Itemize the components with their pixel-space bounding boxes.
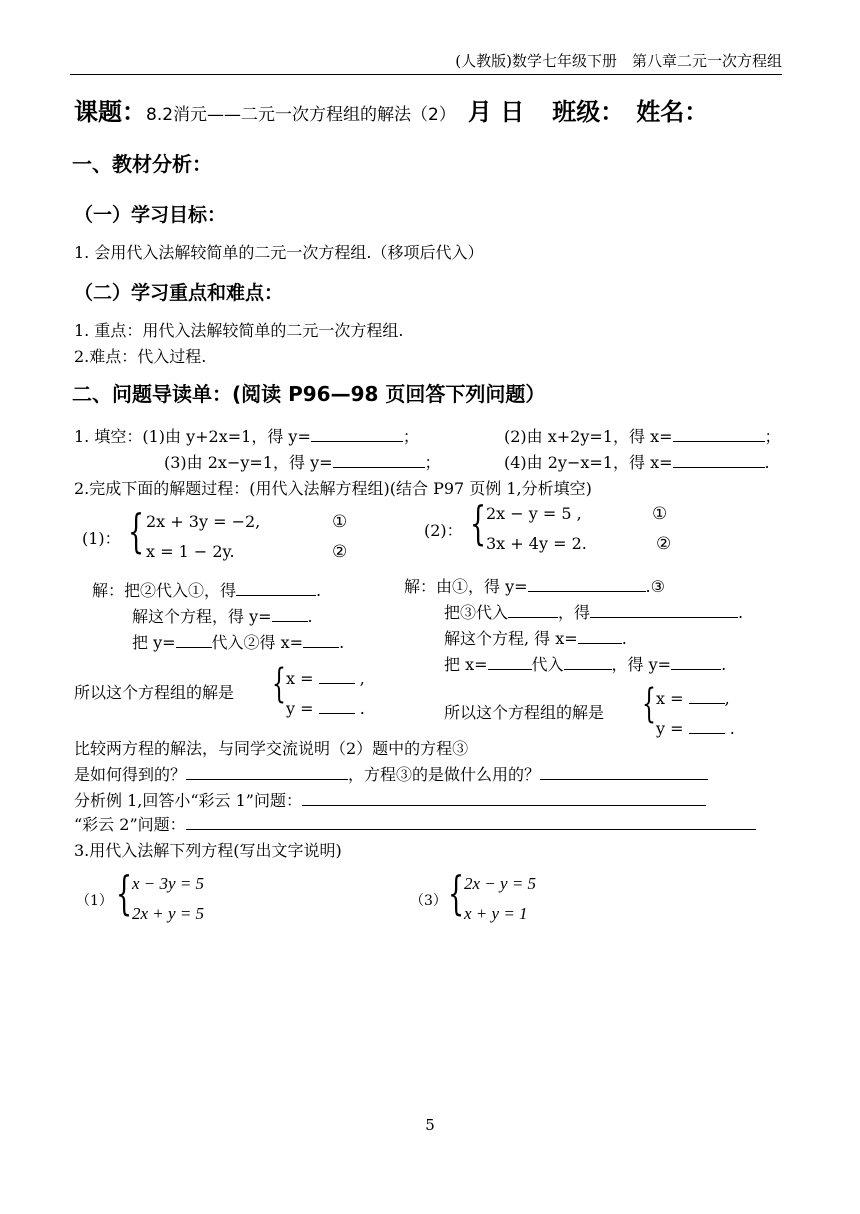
sys2-brace: { bbox=[470, 496, 487, 550]
s1-step2-text: 解这个方程，得 y= bbox=[132, 607, 272, 626]
s2-step3 bbox=[444, 626, 627, 649]
sys1-eq2: x = 1 − 2y. bbox=[146, 542, 235, 561]
s1-step3-blank-b[interactable] bbox=[303, 632, 339, 648]
q1-a-end: ； bbox=[402, 427, 419, 446]
s2-step3-end: . bbox=[621, 629, 627, 648]
p1-eq1: x − 3y = 5 bbox=[132, 874, 205, 893]
sys1-eq1: 2x + 3y = −2, bbox=[146, 512, 261, 531]
goals-heading: （一）学习目标： bbox=[74, 204, 227, 226]
p3-label: （3） bbox=[410, 893, 447, 909]
s2-step4-end: . bbox=[721, 655, 727, 674]
sys2-eq2: 3x + 4y = 2. bbox=[486, 534, 587, 553]
section-heading-1: 一、教材分析： bbox=[72, 152, 212, 176]
s1-step3-blank-a[interactable] bbox=[176, 632, 212, 648]
s2-step1-text: 解：由①，得 y= bbox=[404, 577, 528, 596]
s2-answer-label: 所以这个方程组的解是 bbox=[444, 703, 605, 722]
q1-b-line bbox=[504, 424, 781, 447]
s1-step3-text-a: 把 y= bbox=[132, 633, 176, 652]
q1-b-end: ； bbox=[764, 427, 781, 446]
s2-answer-y-blank[interactable] bbox=[689, 718, 725, 734]
title-label: 课题： bbox=[74, 98, 146, 126]
s1-step1-blank[interactable] bbox=[236, 580, 316, 596]
sys1-mark1: ① bbox=[332, 512, 348, 532]
q1-d-blank[interactable] bbox=[673, 452, 765, 468]
title-name: 姓名： bbox=[636, 98, 709, 126]
running-header: (人教版)数学七年级下册 第八章二元一次方程组 bbox=[455, 52, 782, 70]
sys2-mark2: ② bbox=[656, 534, 672, 554]
key-point-1: 1. 重点：用代入法解较简单的二元一次方程组. bbox=[74, 321, 404, 340]
key-heading: （二）学习重点和难点： bbox=[74, 282, 284, 304]
s2-step2-blank-b[interactable] bbox=[590, 602, 738, 618]
s1-answer-y-blank[interactable] bbox=[319, 698, 355, 714]
analyze-line-1 bbox=[74, 788, 706, 811]
s2-step4-text-a: 把 x= bbox=[444, 655, 488, 674]
s2-step2-text-b: ，得 bbox=[558, 603, 591, 622]
p3-eq1: 2x − y = 5 bbox=[464, 874, 537, 893]
s1-step3 bbox=[132, 630, 344, 653]
s2-step4-blank-b[interactable] bbox=[564, 654, 612, 670]
goal-1: 1. 会用代入法解较简单的二元一次方程组.（移项后代入） bbox=[74, 243, 484, 262]
q1-line-1 bbox=[74, 424, 419, 447]
q1-a: (1)由 y+2x=1，得 y= bbox=[142, 427, 311, 446]
s1-answer-x-blank[interactable] bbox=[319, 668, 355, 684]
sys2-mark1: ① bbox=[652, 504, 668, 524]
q1-a-blank[interactable] bbox=[311, 426, 403, 442]
section-heading-2: 二、问题导读单：(阅读 P96—98 页回答下列问题） bbox=[72, 382, 546, 406]
s1-step1-end: . bbox=[316, 581, 322, 600]
s2-step2-end: . bbox=[738, 603, 744, 622]
q1-d-line bbox=[504, 450, 770, 473]
p1-brace: { bbox=[116, 866, 133, 920]
q3-prompt: 3.用代入法解下列方程(写出文字说明) bbox=[74, 841, 342, 860]
s1-answer-y-end: . bbox=[354, 699, 365, 718]
s2-step1-blank[interactable] bbox=[528, 576, 646, 592]
s2-answer-y-text: y = bbox=[656, 719, 684, 738]
analyze-blank-2[interactable] bbox=[186, 814, 756, 830]
s1-answer-x-end: , bbox=[354, 669, 365, 688]
analyze-text-1: 分析例 1,回答小“彩云 1”问题： bbox=[74, 791, 302, 810]
s1-step2-end: . bbox=[307, 607, 313, 626]
s1-answer-x-text: x = bbox=[286, 669, 314, 688]
q1-b-blank[interactable] bbox=[673, 426, 765, 442]
s1-step1-text: 解：把②代入①，得 bbox=[92, 581, 237, 600]
sys2-eq1: 2x − y = 5 , bbox=[486, 504, 582, 523]
q1-b: (2)由 x+2y=1，得 x= bbox=[504, 427, 673, 446]
s2-step4 bbox=[444, 652, 726, 675]
s1-answer-y-text: y = bbox=[286, 699, 314, 718]
q1-c-line bbox=[164, 450, 441, 473]
s2-step2 bbox=[444, 600, 743, 623]
p3-brace: { bbox=[448, 866, 465, 920]
key-point-2: 2.难点：代入过程. bbox=[74, 347, 207, 366]
s2-step2-text-a: 把③代入 bbox=[444, 603, 509, 622]
s2-answer-y-end: . bbox=[724, 719, 735, 738]
s2-step4-blank-a[interactable] bbox=[488, 654, 532, 670]
s1-answer-x bbox=[286, 668, 365, 688]
s2-answer-x-end: , bbox=[724, 689, 730, 708]
compare-text-b: ，方程③的是做什么用的？ bbox=[348, 765, 541, 784]
q1-c-blank[interactable] bbox=[333, 452, 425, 468]
s1-step2-blank[interactable] bbox=[272, 606, 308, 622]
analyze-blank-1[interactable] bbox=[302, 790, 706, 806]
sys1-label: (1)： bbox=[82, 529, 121, 548]
s2-step1-end: .③ bbox=[645, 577, 665, 596]
s2-step4-text-c: ，得 y= bbox=[611, 655, 672, 674]
s1-answer-label: 所以这个方程组的解是 bbox=[74, 683, 235, 702]
s2-step3-text: 解这个方程, 得 x= bbox=[444, 629, 578, 648]
p3-eq2: x + y = 1 bbox=[464, 904, 528, 923]
header-rule bbox=[70, 74, 782, 75]
s1-answer-y bbox=[286, 698, 365, 718]
q1-d-end: . bbox=[764, 453, 770, 472]
p1-eq2: 2x + y = 5 bbox=[132, 904, 205, 923]
q1-d: (4)由 2y−x=1，得 x= bbox=[504, 453, 673, 472]
compare-blank-a[interactable] bbox=[186, 764, 348, 780]
title-class: 班级： bbox=[552, 98, 625, 126]
s2-step3-blank[interactable] bbox=[578, 628, 622, 644]
title-date: 月 日 bbox=[467, 98, 525, 126]
compare-text-a: 是如何得到的？ bbox=[74, 765, 187, 784]
s2-step1 bbox=[404, 574, 665, 597]
s2-step4-blank-c[interactable] bbox=[671, 654, 721, 670]
lesson-title bbox=[74, 92, 708, 127]
s1-answer-brace: { bbox=[272, 661, 286, 707]
s2-step4-text-b: 代入 bbox=[531, 655, 564, 674]
q1-c: (3)由 2x−y=1，得 y= bbox=[164, 453, 333, 472]
sys1-mark2: ② bbox=[332, 542, 348, 562]
sys1-brace: { bbox=[128, 504, 145, 558]
s2-answer-x-blank[interactable] bbox=[689, 688, 725, 704]
analyze-line-2 bbox=[74, 812, 756, 835]
q1-label: 1. 填空： bbox=[74, 427, 143, 446]
analyze-text-2: “彩云 2”问题： bbox=[74, 815, 186, 834]
s1-step3-text-b: 代入②得 x= bbox=[211, 633, 304, 652]
s2-answer-brace: { bbox=[642, 681, 656, 727]
compare-line-1: 比较两方程的解法，与同学交流说明（2）题中的方程③ bbox=[74, 739, 469, 758]
s2-step2-blank-a[interactable] bbox=[508, 602, 558, 618]
q1-c-end: ； bbox=[424, 453, 441, 472]
q2-prompt: 2.完成下面的解题过程：(用代入法解方程组)(结合 P97 页例 1,分析填空) bbox=[74, 479, 592, 498]
s2-answer-x-text: x = bbox=[656, 689, 684, 708]
s1-step3-end: . bbox=[339, 633, 345, 652]
compare-blank-b[interactable] bbox=[540, 764, 708, 780]
sys2-label: (2)： bbox=[424, 521, 463, 540]
compare-line-2 bbox=[74, 762, 708, 785]
page-number: 5 bbox=[425, 1116, 435, 1134]
s1-step1 bbox=[92, 578, 321, 601]
s2-answer-x bbox=[656, 688, 730, 708]
s1-step2 bbox=[132, 604, 313, 627]
p1-label: （1） bbox=[76, 893, 113, 909]
title-topic: 8.2消元——二元一次方程组的解法（2） bbox=[146, 105, 456, 125]
s2-answer-y bbox=[656, 718, 735, 738]
